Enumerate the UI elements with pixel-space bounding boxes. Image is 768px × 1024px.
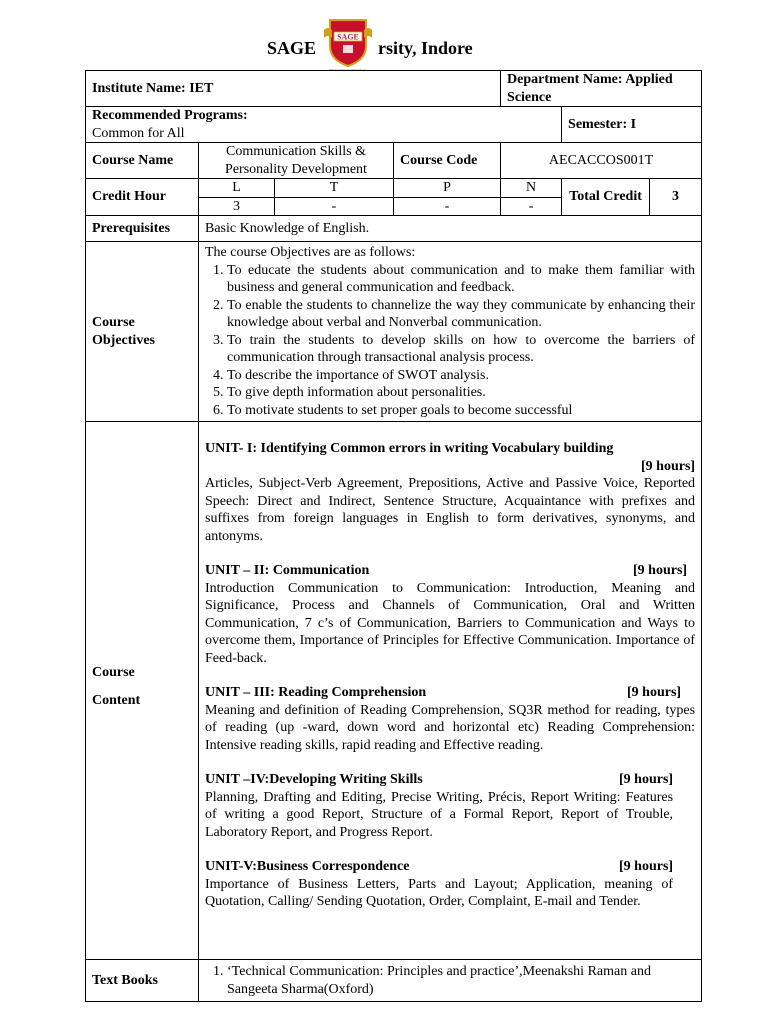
- unit-4: [205, 771, 695, 841]
- svg-text:Where Dreams Take Shape: Where Dreams Take Shape: [329, 68, 367, 72]
- page-header: [0, 16, 768, 72]
- unit-title: UNIT –IV:Developing Writing Skills: [205, 772, 423, 787]
- programs-label: Recommended Programs:: [92, 108, 248, 123]
- unit-title: UNIT-V:Business Correspondence: [205, 859, 410, 874]
- objective-item: 2. To enable the students to channelize the way they communicate by enhancing their knowledge about verbal and Nonverbal communication.: [227, 297, 695, 332]
- credit-value-n: -: [501, 197, 562, 216]
- textbooks-cell: [199, 960, 702, 1002]
- unit-hours: [9 hours]: [619, 859, 674, 874]
- objectives-list: [205, 262, 695, 420]
- unit-3: [205, 684, 695, 702]
- unit-text: Meaning and definition of Reading Comprehension, SQ3R method for reading, types of reading (up -ward, down word and horizontal etc) Reading Comprehension: Intensive reading skills, rapid reading and Effective reading.: [205, 702, 696, 753]
- credit-header-t: T: [275, 179, 394, 198]
- objectives-label: Course Objectives: [86, 242, 199, 422]
- credit-header-row: [86, 179, 702, 198]
- programs-cell: [86, 107, 562, 143]
- textbooks-label: Text Books: [86, 960, 199, 1002]
- university-logo: [320, 16, 376, 72]
- unit-title: UNIT – III: Reading Comprehension: [205, 685, 427, 700]
- content-label: Course Content: [86, 422, 199, 960]
- svg-text:SAGE: SAGE: [337, 32, 359, 42]
- syllabus-table: [85, 70, 702, 1002]
- header-title-left: SAGE: [267, 38, 317, 58]
- credit-value-l: 3: [199, 197, 275, 216]
- prerequisites-value: Basic Knowledge of English.: [199, 216, 702, 242]
- institute-row: [86, 71, 702, 107]
- objectives-row: [86, 242, 702, 422]
- textbook-item: 1. ‘Technical Communication: Principles and practice’,Meenakshi Raman and Sangeeta Sharma(Oxford): [227, 963, 687, 998]
- credit-hour-label: Credit Hour: [86, 179, 199, 216]
- total-credit-value: 3: [650, 179, 702, 216]
- programs-row: [86, 107, 702, 143]
- total-credit-label: Total Credit: [562, 179, 650, 216]
- department-name: Department Name: Applied Science: [501, 71, 702, 107]
- unit-hours: [9 hours]: [633, 563, 688, 578]
- course-code-label: Course Code: [394, 143, 501, 179]
- unit-hours: [9 hours]: [627, 685, 682, 700]
- textbooks-row: [86, 960, 702, 1002]
- semester: Semester: I: [562, 107, 702, 143]
- unit-title: UNIT- I: Identifying Common errors in writing Vocabulary building: [205, 441, 614, 456]
- objective-item: 4. To describe the importance of SWOT analysis.: [227, 367, 695, 385]
- unit-hours: [9 hours]: [619, 772, 674, 787]
- textbooks-list: [205, 963, 687, 998]
- unit-text: Introduction Communication to Communication: Introduction, Meaning and Significance, Process and Channels of Communication, Oral and Written Communication, 7 c’s of Communication, Barriers to Communication and Ways to overcome them, Importance of Principles for Effective Communication. Importance of Feed-back.: [205, 580, 696, 666]
- content-row: [86, 422, 702, 960]
- unit-5: [205, 858, 695, 911]
- objectives-cell: [199, 242, 702, 422]
- objective-item: 6. To motivate students to set proper goals to become successful: [227, 402, 695, 420]
- programs-value: Common for All: [92, 125, 185, 141]
- objective-item: 5. To give depth information about personalities.: [227, 384, 695, 402]
- objective-item: 1. To educate the students about communication and to make them familiar with business and general communication and feedback.: [227, 262, 695, 297]
- unit-2: [205, 562, 695, 580]
- objective-item: 3. To train the students to develop skills on how to overcome the barriers of communication through transactional analysis process.: [227, 332, 695, 367]
- course-name-value: Communication Skills & Personality Development: [199, 143, 394, 179]
- credit-header-p: P: [394, 179, 501, 198]
- header-title-right: rsity, Indore: [378, 38, 473, 58]
- course-name-label: Course Name: [86, 143, 199, 179]
- objectives-intro: The course Objectives are as follows:: [205, 245, 416, 260]
- course-name-row: [86, 143, 702, 179]
- unit-hours: [9 hours]: [641, 458, 696, 474]
- prerequisites-row: [86, 216, 702, 242]
- institute-name: Institute Name: IET: [86, 71, 501, 107]
- course-code-value: AECACCOS001T: [501, 143, 702, 179]
- unit-title: UNIT – II: Communication: [205, 563, 370, 578]
- prerequisites-label: Prerequisites: [86, 216, 199, 242]
- credit-value-p: -: [394, 197, 501, 216]
- credit-header-n: N: [501, 179, 562, 198]
- unit-text: Planning, Drafting and Editing, Precise Writing, Précis, Report Writing: Features of writing a good Report, Structure of a Formal Report, Report of Trouble, Laboratory Report, and Progress Report.: [205, 789, 674, 840]
- unit-text: Importance of Business Letters, Parts and Layout; Application, meaning of Quotation, Calling/ Sending Quotation, Order, Complaint, E-mail and Tender.: [205, 876, 674, 909]
- credit-value-t: -: [275, 197, 394, 216]
- content-cell: [199, 422, 702, 960]
- unit-text: Articles, Subject-Verb Agreement, Prepositions, Active and Passive Voice, Reported Speech: Direct and Indirect, Sentence Structure, Acquaintance with prefixes and suffixes from foreign languages in English to form derivatives, synonyms, and antonyms.: [205, 476, 696, 544]
- credit-header-l: L: [199, 179, 275, 198]
- unit-1: [205, 440, 695, 545]
